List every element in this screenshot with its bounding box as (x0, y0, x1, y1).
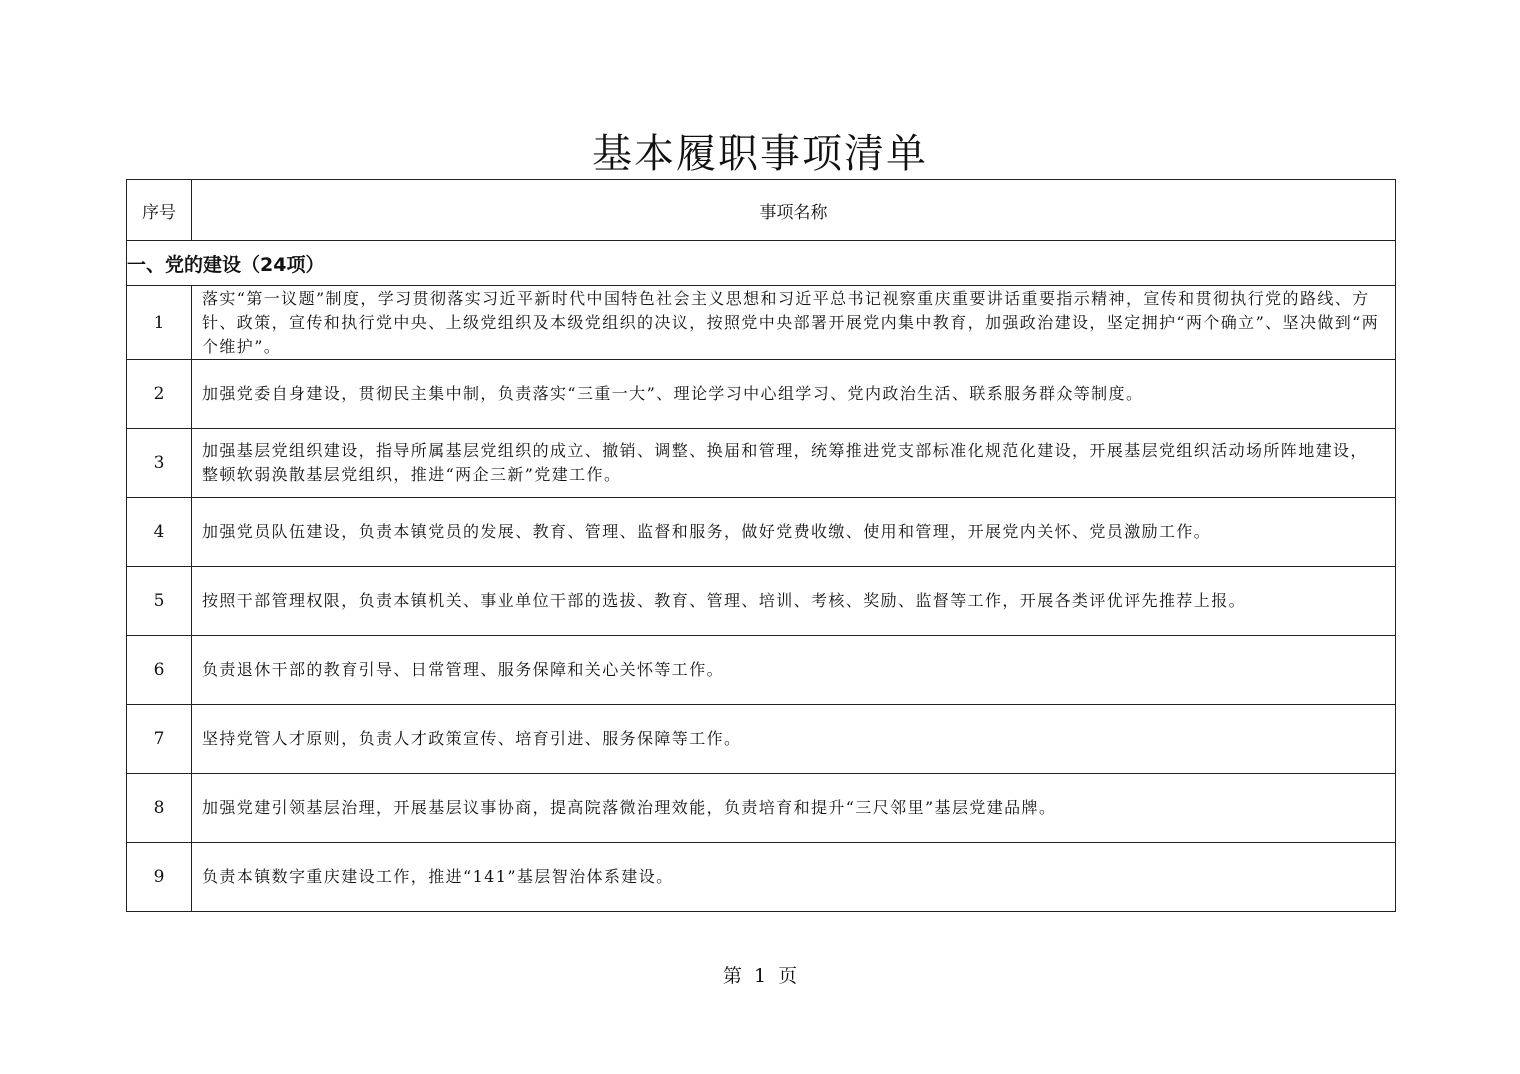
table-row (127, 843, 1396, 912)
row-number: 2 (127, 360, 192, 429)
duty-list-table (126, 179, 1396, 912)
row-text: 加强党建引领基层治理，开展基层议事协商，提高院落微治理效能，负责培育和提升“三尺邻里”基层党建品牌。 (192, 774, 1396, 843)
table-row (127, 705, 1396, 774)
row-number: 3 (127, 429, 192, 498)
page-footer (0, 962, 1520, 990)
row-text: 加强党员队伍建设，负责本镇党员的发展、教育、管理、监督和服务，做好党费收缴、使用和管理，开展党内关怀、党员激励工作。 (192, 498, 1396, 567)
column-header-name: 事项名称 (192, 180, 1396, 241)
page-number: 1 (753, 965, 767, 987)
row-text: 加强党委自身建设，贯彻民主集中制，负责落实“三重一大”、理论学习中心组学习、党内政治生活、联系服务群众等制度。 (192, 360, 1396, 429)
section-title: 一、党的建设（24项） (127, 241, 1396, 286)
table-header-row (127, 180, 1396, 241)
row-text: 落实“第一议题”制度，学习贯彻落实习近平新时代中国特色社会主义思想和习近平总书记视察重庆重要讲话重要指示精神，宣传和贯彻执行党的路线、方针、政策，宣传和执行党中央、上级党组织及本级党组织的决议，按照党中央部署开展党内集中教育，加强政治建设，坚定拥护“两个确立”、坚决做到“两个维护”。 (192, 286, 1396, 360)
section-row (127, 241, 1396, 286)
table-row (127, 286, 1396, 360)
page-suffix: 页 (778, 965, 798, 987)
row-number: 8 (127, 774, 192, 843)
row-text: 坚持党管人才原则，负责人才政策宣传、培育引进、服务保障等工作。 (192, 705, 1396, 774)
row-number: 7 (127, 705, 192, 774)
row-text: 负责本镇数字重庆建设工作，推进“141”基层智治体系建设。 (192, 843, 1396, 912)
row-text: 加强基层党组织建设，指导所属基层党组织的成立、撤销、调整、换届和管理，统筹推进党支部标准化规范化建设，开展基层党组织活动场所阵地建设，整顿软弱涣散基层党组织，推进“两企三新”党建工作。 (192, 429, 1396, 498)
row-number: 5 (127, 567, 192, 636)
table-row (127, 498, 1396, 567)
row-text: 负责退休干部的教育引导、日常管理、服务保障和关心关怀等工作。 (192, 636, 1396, 705)
row-number: 9 (127, 843, 192, 912)
table-row (127, 360, 1396, 429)
row-text: 按照干部管理权限，负责本镇机关、事业单位干部的选拔、教育、管理、培训、考核、奖励、监督等工作，开展各类评优评先推荐上报。 (192, 567, 1396, 636)
table-row (127, 429, 1396, 498)
table-row (127, 567, 1396, 636)
table-row (127, 636, 1396, 705)
row-number: 6 (127, 636, 192, 705)
document-title: 基本履职事项清单 (592, 131, 928, 177)
column-header-number: 序号 (127, 180, 192, 241)
table-row (127, 774, 1396, 843)
row-number: 1 (127, 286, 192, 360)
page-prefix: 第 (722, 965, 742, 987)
row-number: 4 (127, 498, 192, 567)
